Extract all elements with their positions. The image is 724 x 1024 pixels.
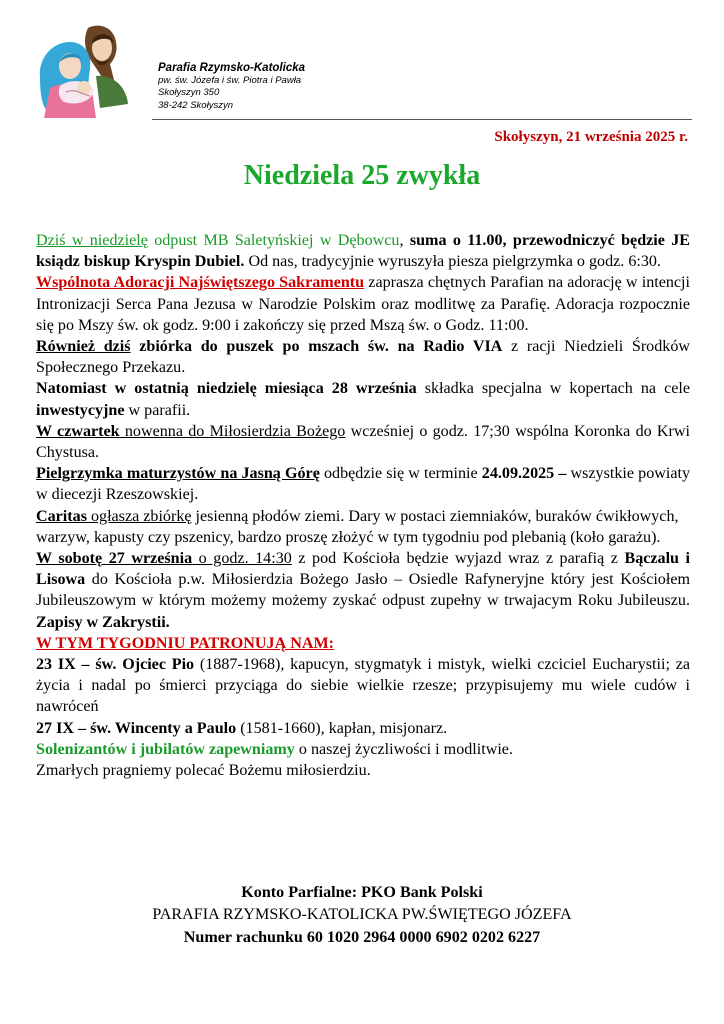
footer-account [0,927,724,948]
patron-wincenty [36,718,690,739]
p8-time: o godz. 14:30 [192,550,292,568]
p5-underlined: nowenna do Miłosierdzia Bożego [119,422,346,440]
p10-rest: (1581-1660), kapłan, misjonarz. [236,719,448,737]
p9-lead: 23 IX – św. Ojciec Pio [36,656,195,674]
p8-rest: do Kościoła p.w. Miłosierdzia Bożego Jasło – Osiedle Rafyneryjne który jest Kościołem Jubileuszowym w którym możemy możemy zyskać odpust zupełny w trwajacym Roku Jubileuszu. [36,571,690,610]
announcement-skladka [36,378,690,420]
p2-lead: Wspólnota Adoracji Najświętszego Sakramentu [36,274,365,292]
parish-header [158,62,305,112]
p7-rest: jesienną płodów ziemi. Dary w postaci ziemniaków, buraków ćwikłowych, warzyw, kapusty czy pszenicy, bardzo proszę złożyć w tym tygodniu pod plebanią (koło garażu). [36,507,679,546]
announcement-adoracja [36,272,690,336]
p6-rest: wszystkie powiaty w diecezji Rzeszowskiej. [36,465,690,504]
p1-lead: Dziś w niedzielę [36,232,148,249]
announcement-odpust [36,230,690,272]
p4-rest: w parafii. [124,401,191,419]
p8-bold: Bączalu i Lisowa [36,550,691,589]
patron-pio [36,654,690,718]
p8-lead: W sobotę 27 września [36,550,193,568]
footer-bank-text: Konto Parfialne: PKO Bank Polski [241,884,483,901]
footer-account-number: Numer rachunku 60 1020 2964 0000 6902 0202 6227 [183,929,541,946]
p1-event: odpust MB Saletyńskiej w Dębowcu [147,232,400,249]
p8-zapisy: Zapisy w Zakrystii. [36,613,170,631]
p2-rest: zaprasza chętnych Parafian na adorację w intencji Intronizacji Serca Pana Jezusa w Narodzie Polskim oraz modlitwę za Parafię. Adoracja rozpocznie się po Mszy św. ok godz. 9:00 i zakończy się przed Mszą św. o Godz. 11:00. [36,274,690,334]
p6-text: odbędzie się w terminie [319,465,482,483]
holy-family-logo [30,18,142,126]
p8-text: z pod Kościoła będzie wyjazd wraz z parafią z [291,550,625,568]
p6-date: 24.09.2025 – [481,465,567,483]
p5-rest: wcześniej o godz. 17;30 wspólna Koronka do Krwi Chystusa. [36,422,690,462]
patrons-heading-text: W TYM TYGODNIU PATRONUJĄ NAM: [36,634,335,652]
announcements-body [36,230,690,781]
patrons-heading [36,633,690,654]
parish-address: Skołyszyn 350 [158,87,220,98]
announcement-wyjazd [36,548,690,633]
parish-name: Parafia Rzymsko-Katolicka [158,62,306,74]
p12-text: Zmarłych pragniemy polecać Bożemu miłosierdziu. [36,762,371,780]
p9-rest: (1887-1968), kapucyn, stygmatyk i mistyk, wielki czciciel Eucharystii; za życia i nadal po śmierci przyciąga do siebie wielkie rzesze; przypisujemy mu wiele cudów i nawróceń [36,656,690,716]
p3-rest: z racji Niedzieli Środków Społecznego Przekazu. [36,338,690,377]
announcement-caritas [36,506,690,548]
announcement-solenizanci [36,739,690,760]
parish-patrons: pw. św. Józefa i św. Piotra i Pawła [158,74,302,86]
p4-text: składka specjalna w kopertach na cele [416,380,690,398]
p7-underlined: ogłasza zbiórkę [86,507,192,525]
announcement-zmarli [36,760,690,781]
date-line: Skołyszyn, 21 września 2025 r. [494,129,688,145]
p1-rest: Od nas, tradycyjnie wyruszyła piesza pielgrzymka o godz. 6:30. [244,253,661,271]
page-title: Niedziela 25 zwykła [243,160,481,191]
announcement-nowenna [36,421,690,463]
p11-rest: o naszej życzliwości i modlitwie. [294,740,513,758]
parish-postal-code: 38-242 Skołyszyn [158,99,233,111]
p3-bold: zbiórka do puszek po mszach św. na Radio VIA [130,338,503,356]
p1-bold: suma o 11.00, przewodniczyć będzie JE ksiądz biskup Kryspin Dubiel. [36,232,691,271]
p10-lead: 27 IX – św. Wincenty a Paulo [36,719,237,737]
header-divider [152,119,692,120]
p6-lead: Pielgrzymka maturzystów na Jasną Górę [36,465,320,483]
announcement-pielgrzymka [36,463,690,505]
p11-lead: Solenizantów i jubilatów zapewniamy [36,740,295,758]
announcement-radio-via [36,336,690,378]
p7-lead: Caritas [36,507,87,525]
footer-bank [0,882,724,903]
p3-lead: Również dziś [36,338,131,356]
p5-lead: W czwartek [36,422,120,440]
p1-sep: , [399,232,410,249]
p4-lead: Natomiast w ostatnią niedzielę miesiąca 28 września [36,380,417,398]
footer-parish: PARAFIA RZYMSKO-KATOLICKA PW.ŚWIĘTEGO JÓZEFA [152,906,572,923]
p4-bold: inwestycyjne [36,401,125,419]
